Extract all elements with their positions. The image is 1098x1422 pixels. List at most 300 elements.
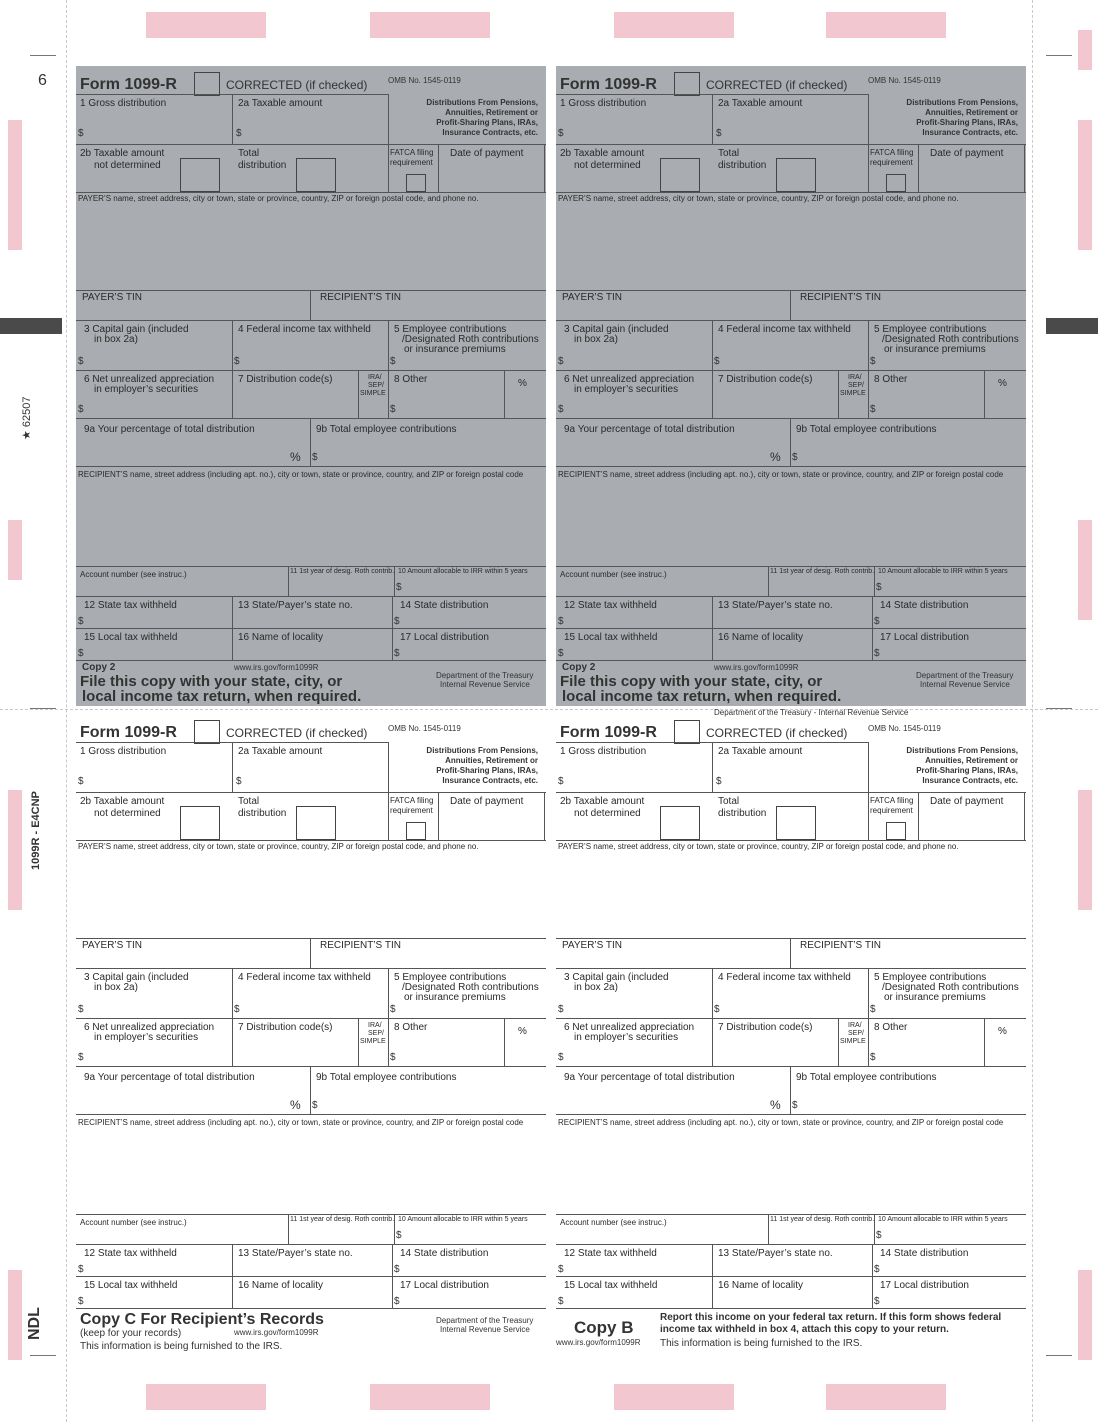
rule-line [76,1114,546,1115]
distribution-description [398,98,538,138]
box5-label-3: or insurance premiums [404,992,506,1003]
bottom-pink-strip [370,1384,490,1410]
box5-label-2: /Designated Roth contributions [402,982,539,993]
rule-line [556,144,1026,145]
box2b-label: 2b Taxable amount [560,796,645,807]
box3-label: 3 Capital gain (included [84,972,189,983]
dollar-sign: $ [236,776,242,787]
rule-line [544,792,545,840]
corrected-checkbox[interactable] [674,720,700,744]
ira-label-3: SIMPLE [360,1038,386,1045]
box2b-checkbox[interactable] [660,806,700,840]
box3-label: 3 Capital gain (included [564,324,669,335]
dollar-sign: $ [558,648,564,659]
box3-label-2: in box 2a) [94,982,138,993]
dollar-sign: $ [78,404,84,415]
percent-sign: % [290,450,301,464]
rule-line [1024,144,1025,192]
fatca-checkbox[interactable] [886,174,906,192]
rule-line [388,742,389,792]
ira-label-2: SEP/ [848,382,864,389]
box13-label: 13 State/Payer’s state no. [238,1248,353,1259]
copy-title: Copy C For Recipient’s Records [80,1311,324,1328]
total-dist-label: Total [238,148,260,159]
rule-line [76,418,546,419]
fatca-label-2: requirement [390,158,433,167]
left-pink-strip [8,790,22,910]
dollar-sign: $ [396,582,402,593]
rule-line [76,290,546,291]
box11-label: 11 1st year of desig. Roth contrib. [770,568,875,575]
rule-line [556,596,1026,597]
total-dist-label-2: distribution [718,808,767,819]
rule-line [556,628,1026,629]
form-title: Form 1099-R [80,76,177,93]
box15-label: 15 Local tax withheld [84,1280,178,1291]
box3-label-2: in box 2a) [574,334,618,345]
ira-label-3: SIMPLE [840,390,866,397]
rule-line [288,566,289,596]
rule-line [556,968,1026,969]
rule-line [556,1066,1026,1067]
total-dist-label-2: distribution [238,160,287,171]
box8-label: 8 Other [874,374,908,385]
rule-line [76,1244,546,1245]
rule-line [712,94,713,144]
box6-label: 6 Net unrealized appreciation [564,374,695,385]
box5-label: 5 Employee contributions [874,972,987,983]
rule-line [76,1308,546,1309]
department-name: Department of the Treasury [916,671,1014,680]
dollar-sign: $ [792,1100,798,1111]
department-name: Department of the Treasury [436,671,534,680]
rule-line [838,370,839,418]
dollar-sign: $ [234,356,240,367]
irs-url: www.irs.gov/form1099R [714,663,799,672]
corrected-checkbox[interactable] [194,72,220,96]
right-perforation [1032,0,1034,1422]
recipient-tin-label: RECIPIENT’S TIN [800,940,881,951]
box1-label: 1 Gross distribution [560,746,647,757]
box9a-label: 9a Your percentage of total distribution [84,1072,255,1083]
middle-perforation [0,709,1098,711]
payer-tin-label: PAYER’S TIN [82,940,143,951]
fatca-checkbox[interactable] [406,174,426,192]
payer-tin-label: PAYER’S TIN [562,292,623,303]
box3-label: 3 Capital gain (included [84,324,189,335]
box2b-checkbox[interactable] [180,158,220,192]
box12-label: 12 State tax withheld [84,600,177,611]
rule-line [868,320,869,418]
box15-label: 15 Local tax withheld [84,632,178,643]
corrected-label: CORRECTED (if checked) [226,78,368,92]
left-pink-strip [8,520,22,580]
dollar-sign: $ [78,776,84,787]
box4-label: 4 Federal income tax withheld [238,972,371,983]
box10-label: 10 Amount allocable to IRR within 5 years [878,568,1008,575]
box13-label: 13 State/Payer’s state no. [718,1248,833,1259]
right-pink-strip [1078,120,1092,250]
dollar-sign: $ [78,1264,84,1275]
form-1099r-copy [556,66,1026,706]
dollar-sign: $ [716,128,722,139]
box17-label: 17 Local distribution [400,1280,489,1291]
department-name: Department of the Treasury [436,1316,534,1325]
brand-logo: NDL [26,1307,43,1340]
total-dist-checkbox[interactable] [296,806,336,840]
recipient-name-label: RECIPIENT’S name, street address (including apt. no.), city or town, state or province, country, and ZIP or foreign postal code [78,470,524,479]
rule-line [76,596,546,597]
top-pink-strip [614,12,734,38]
rule-line [76,1276,546,1277]
dollar-sign: $ [394,1264,400,1275]
top-pink-strip [146,12,266,38]
account-number-label: Account number (see instruc.) [80,570,187,579]
copy-instruction-2: local income tax return, when required. [562,688,842,705]
total-dist-checkbox[interactable] [776,158,816,192]
corrected-label: CORRECTED (if checked) [706,726,848,740]
rule-line [556,1308,1026,1309]
box2a-label: 2a Taxable amount [238,746,323,757]
dollar-sign: $ [396,1230,402,1241]
ira-label-2: SEP/ [848,1030,864,1037]
ira-label-1: IRA/ [848,1022,862,1029]
rule-line [868,742,869,792]
rule-line [790,1066,791,1114]
service-name: Internal Revenue Service [440,1325,530,1334]
fatca-checkbox[interactable] [406,822,426,840]
ira-label-1: IRA/ [368,1022,382,1029]
rule-line [438,144,439,192]
percent-sign: % [518,378,527,389]
distribution-description-line: Insurance Contracts, etc. [922,128,1018,137]
rule-line [310,418,311,466]
distribution-description-line: Insurance Contracts, etc. [442,776,538,785]
tick-mark [1046,1355,1072,1356]
payer-name-label: PAYER’S name, street address, city or town, state or province, country, ZIP or foreign postal code, and phone no. [78,194,479,203]
box10-label: 10 Amount allocable to IRR within 5 years [398,568,528,575]
dollar-sign: $ [78,1004,84,1015]
rule-line [76,566,546,567]
dollar-sign: $ [78,356,84,367]
box8-label: 8 Other [874,1022,908,1033]
rule-line [790,938,791,968]
box5-label-3: or insurance premiums [884,344,986,355]
recipient-name-label: RECIPIENT’S name, street address (including apt. no.), city or town, state or province, country, and ZIP or foreign postal code [558,470,1004,479]
rule-line [768,1214,769,1244]
box5-label-2: /Designated Roth contributions [882,334,1019,345]
distribution-description-line: Annuities, Retirement or [925,756,1018,765]
box1-label: 1 Gross distribution [80,746,167,757]
rule-line [504,370,505,418]
dollar-sign: $ [714,1004,720,1015]
total-dist-checkbox[interactable] [776,806,816,840]
dollar-sign: $ [558,1264,564,1275]
box9a-label: 9a Your percentage of total distribution [84,424,255,435]
box4-label: 4 Federal income tax withheld [238,324,371,335]
rule-line [232,320,233,418]
rule-line [556,938,1026,939]
total-dist-checkbox[interactable] [296,158,336,192]
rule-line [76,370,546,371]
percent-sign: % [998,378,1007,389]
rule-line [556,1244,1026,1245]
box9b-label: 9b Total employee contributions [796,424,937,435]
rule-line [76,144,546,145]
box17-label: 17 Local distribution [400,632,489,643]
rule-line [868,968,869,1066]
box2b-checkbox[interactable] [660,158,700,192]
dollar-sign: $ [78,648,84,659]
rule-line [868,144,869,192]
rule-line [556,660,1026,661]
copy-title: Copy B [574,1318,634,1337]
ira-label-2: SEP/ [368,1030,384,1037]
distribution-description-line: Distributions From Pensions, [906,746,1018,755]
page-number: 6 [38,72,47,89]
dollar-sign: $ [874,648,880,659]
rule-line [310,290,311,320]
percent-sign: % [770,450,781,464]
copy-instruction-2: income tax withheld in box 4, attach this copy to your return. [660,1324,949,1335]
distribution-description-line: Distributions From Pensions, [906,98,1018,107]
payer-tin-label: PAYER’S TIN [82,292,143,303]
copy-instruction-1: Report this income on your federal tax return. If this form shows federal [660,1312,1002,1323]
rule-line [768,566,769,596]
dollar-sign: $ [312,452,318,463]
dollar-sign: $ [714,356,720,367]
box17-label: 17 Local distribution [880,632,969,643]
box6-label-2: in employer’s securities [94,1032,199,1043]
recipient-tin-label: RECIPIENT’S TIN [320,292,401,303]
recipient-tin-label: RECIPIENT’S TIN [800,292,881,303]
service-name: Internal Revenue Service [920,680,1010,689]
dollar-sign: $ [558,1052,564,1063]
rule-line [310,938,311,968]
box2a-label: 2a Taxable amount [718,98,803,109]
rule-line [76,1214,546,1215]
corrected-checkbox[interactable] [674,72,700,96]
dollar-sign: $ [870,1004,876,1015]
box9a-label: 9a Your percentage of total distribution [564,424,735,435]
copy-instruction-1: File this copy with your state, city, or [80,673,343,690]
dollar-sign: $ [394,616,400,627]
rule-line [232,742,233,792]
rule-line [712,320,713,418]
box6-label-2: in employer’s securities [574,384,679,395]
omb-number: OMB No. 1545-0119 [868,76,941,85]
tick-mark [1046,708,1072,709]
right-pink-strip [1078,520,1092,620]
box5-label: 5 Employee contributions [394,972,507,983]
right-pink-strip [1078,790,1092,910]
rule-line [918,144,919,192]
recipient-tin-label: RECIPIENT’S TIN [320,940,401,951]
box2a-label: 2a Taxable amount [238,98,323,109]
dollar-sign: $ [558,1296,564,1307]
rule-line [232,968,233,1066]
copy-instruction-2: local income tax return, when required. [82,688,362,705]
box7-label: 7 Distribution code(s) [718,1022,813,1033]
box5-label-3: or insurance premiums [884,992,986,1003]
box11-label: 11 1st year of desig. Roth contrib. [290,1216,395,1223]
rule-line [76,792,546,793]
rule-line [556,1018,1026,1019]
ira-label-1: IRA/ [368,374,382,381]
dollar-sign: $ [876,582,882,593]
box5-label: 5 Employee contributions [874,324,987,335]
total-dist-label: Total [718,796,740,807]
box7-label: 7 Distribution code(s) [238,1022,333,1033]
fatca-label-2: requirement [870,806,913,815]
bottom-pink-strip [146,1384,266,1410]
ira-label-1: IRA/ [848,374,862,381]
irs-url: www.irs.gov/form1099R [234,663,319,672]
rule-line [918,792,919,840]
dollar-sign: $ [78,1296,84,1307]
dollar-sign: $ [874,1264,880,1275]
dollar-sign: $ [390,1004,396,1015]
fatca-label: FATCA filing [390,148,434,157]
box16-label: 16 Name of locality [718,1280,804,1291]
box15-label: 15 Local tax withheld [564,632,658,643]
corrected-label: CORRECTED (if checked) [226,726,368,740]
box9b-label: 9b Total employee contributions [316,1072,457,1083]
rule-line [556,1276,1026,1277]
dollar-sign: $ [394,648,400,659]
fatca-checkbox[interactable] [886,822,906,840]
dollar-sign: $ [390,404,396,415]
fatca-label: FATCA filing [390,796,434,805]
box14-label: 14 State distribution [880,1248,969,1259]
payer-tin-label: PAYER’S TIN [562,940,623,951]
rule-line [556,792,1026,793]
form-code: 1099R - E4CNP [30,791,42,870]
copy-title: Copy 2 [82,662,116,673]
fatca-label: FATCA filing [870,796,914,805]
box1-label: 1 Gross distribution [560,98,647,109]
copy-subtitle: (keep for your records) [80,1328,182,1339]
box16-label: 16 Name of locality [718,632,804,643]
box2a-label: 2a Taxable amount [718,746,803,757]
distribution-description [878,746,1018,786]
top-pink-strip [826,12,946,38]
box4-label: 4 Federal income tax withheld [718,324,851,335]
payer-name-label: PAYER’S name, street address, city or town, state or province, country, ZIP or foreign postal code, and phone no. [78,842,479,851]
left-pink-strip [8,1270,22,1360]
dollar-sign: $ [558,616,564,627]
dollar-sign: $ [312,1100,318,1111]
form-title: Form 1099-R [560,724,657,741]
dollar-sign: $ [78,616,84,627]
distribution-description [398,746,538,786]
box10-label: 10 Amount allocable to IRR within 5 years [398,1216,528,1223]
distribution-description-line: Annuities, Retirement or [445,108,538,117]
box2b-label-2: not determined [574,808,641,819]
box6-label: 6 Net unrealized appreciation [564,1022,695,1033]
box6-label-2: in employer’s securities [94,384,199,395]
box7-label: 7 Distribution code(s) [238,374,333,385]
rule-line [556,466,1026,467]
rule-line [984,1018,985,1066]
dollar-sign: $ [876,1230,882,1241]
bottom-pink-strip [826,1384,946,1410]
box3-label: 3 Capital gain (included [564,972,669,983]
rule-line [868,792,869,840]
box2b-label: 2b Taxable amount [80,148,165,159]
omb-number: OMB No. 1545-0119 [388,76,461,85]
box4-label: 4 Federal income tax withheld [718,972,851,983]
corrected-checkbox[interactable] [194,720,220,744]
distribution-description-line: Distributions From Pensions, [426,746,538,755]
right-pink-strip [1078,1270,1092,1360]
box2b-label-2: not determined [94,160,161,171]
rule-line [388,94,389,144]
dollar-sign: $ [870,1052,876,1063]
distribution-description-line: Profit-Sharing Plans, IRAs, [916,118,1018,127]
rule-line [438,792,439,840]
fatca-label-2: requirement [390,806,433,815]
copy-instruction-1: File this copy with your state, city, or [560,673,823,690]
box2b-label: 2b Taxable amount [560,148,645,159]
box17-label: 17 Local distribution [880,1280,969,1291]
box2b-checkbox[interactable] [180,806,220,840]
service-name: Internal Revenue Service [440,680,530,689]
box10-label: 10 Amount allocable to IRR within 5 years [878,1216,1008,1223]
box14-label: 14 State distribution [880,600,969,611]
distribution-description-line: Annuities, Retirement or [445,756,538,765]
rule-line [76,320,546,321]
distribution-description-line: Profit-Sharing Plans, IRAs, [436,766,538,775]
rule-line [984,370,985,418]
dollar-sign: $ [558,1004,564,1015]
account-number-label: Account number (see instruc.) [560,1218,667,1227]
form-1099r-copy [556,708,1026,1354]
bottom-pink-strip [614,1384,734,1410]
dollar-sign: $ [234,1004,240,1015]
rule-line [556,290,1026,291]
rule-line [556,1214,1026,1215]
box6-label-2: in employer’s securities [574,1032,679,1043]
rule-line [504,1018,505,1066]
irs-url: www.irs.gov/form1099R [234,1328,319,1337]
form-title: Form 1099-R [560,76,657,93]
tick-mark [30,1355,56,1356]
box8-label: 8 Other [394,1022,428,1033]
box5-label-2: /Designated Roth contributions [882,982,1019,993]
box14-label: 14 State distribution [400,1248,489,1259]
box9b-label: 9b Total employee contributions [316,424,457,435]
box6-label: 6 Net unrealized appreciation [84,1022,215,1033]
rule-line [310,1066,311,1114]
rule-line [1024,792,1025,840]
rule-line [388,320,389,418]
left-pink-strip [8,120,22,250]
rule-line [712,968,713,1066]
distribution-description-line: Annuities, Retirement or [925,108,1018,117]
rule-line [76,1066,546,1067]
total-dist-label: Total [718,148,740,159]
percent-sign: % [290,1098,301,1112]
rule-line [76,938,546,939]
rule-line [76,466,546,467]
side-code: ★ 62507 [21,396,33,440]
dollar-sign: $ [390,1052,396,1063]
dollar-sign: $ [870,404,876,415]
recipient-name-label: RECIPIENT’S name, street address (including apt. no.), city or town, state or province, country, and ZIP or foreign postal code [558,1118,1004,1127]
box1-label: 1 Gross distribution [80,98,167,109]
omb-number: OMB No. 1545-0119 [388,724,461,733]
